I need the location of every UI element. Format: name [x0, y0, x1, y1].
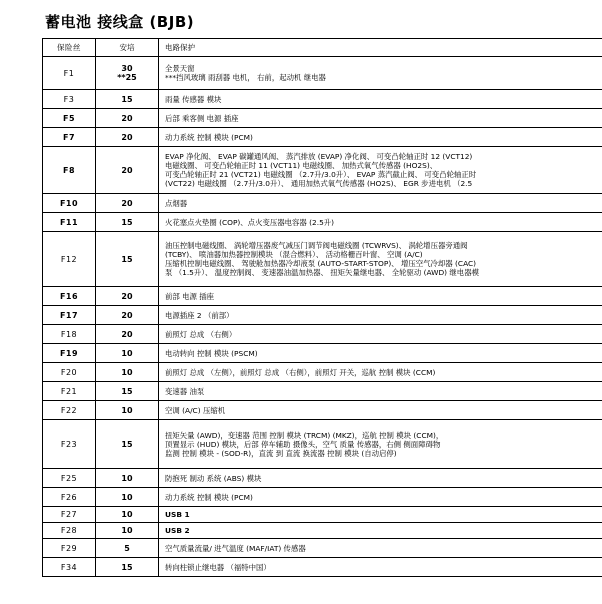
amp-cell	[96, 401, 159, 420]
fuse-cell: F17	[43, 306, 96, 325]
table-row	[43, 488, 602, 507]
circuit-line: USB 1	[165, 510, 190, 519]
circuit-line: 泵 （1.5升）、 温度控制阀、 变速器油温加热器、 扭矩矢量继电器、 全轮驱动 (AWD) 继电器模	[165, 268, 479, 277]
circuit-line: 转向柱锁止继电器 （福特中国）	[165, 562, 271, 572]
circuit-line: 电动转向 控制 模块 (PSCM)	[165, 348, 258, 358]
circuit-cell	[159, 539, 602, 558]
circuit-line: 顶置显示 (HUD) 模块，后部 停车辅助 摄像头，空气 质量 传感器，右侧 侧面障碍物	[165, 439, 441, 449]
amp-cell	[96, 325, 159, 344]
table-row	[43, 57, 602, 90]
table-header-row	[43, 39, 602, 57]
circuit-line: 全景天窗	[165, 64, 195, 73]
amp-value: **25	[117, 73, 137, 82]
circuit-cell	[159, 420, 602, 469]
amp-cell	[96, 558, 159, 577]
fuse-table	[42, 38, 602, 577]
fuse-cell: F26	[43, 488, 96, 507]
circuit-cell	[159, 306, 602, 325]
amp-cell	[96, 147, 159, 194]
circuit-line: 动力系统 控制 模块 (PCM)	[165, 132, 253, 142]
amp-cell	[96, 539, 159, 558]
fuse-cell: F29	[43, 539, 96, 558]
amp-value: 15	[121, 439, 133, 449]
amp-cell	[96, 469, 159, 488]
amp-value: 5	[124, 543, 130, 553]
circuit-line: 后部 乘客侧 电源 插座	[165, 113, 239, 123]
circuit-cell	[159, 523, 602, 539]
amp-value: 20	[121, 198, 133, 208]
amp-value: 20	[121, 291, 133, 301]
circuit-line: (TCBY)、 喷油器加热器控制模块 （混合燃料）、 活动格栅百叶窗、 空调 (A/C)	[165, 250, 423, 259]
circuit-cell	[159, 382, 602, 401]
circuit-cell	[159, 344, 602, 363]
circuit-line: (VCT22) 电磁线圈 （2.7升/3.0升）、 通用加热式氧气传感器 (HO2S)、 EGR 步进电机 （2.5	[165, 179, 473, 188]
circuit-cell	[159, 558, 602, 577]
amp-value: 10	[121, 367, 133, 377]
fuse-cell: F8	[43, 147, 96, 194]
table-row	[43, 213, 602, 232]
amp-cell	[96, 287, 159, 306]
table-row	[43, 90, 602, 109]
table-row	[43, 194, 602, 213]
table-row	[43, 128, 602, 147]
circuit-line: 监测 控制 模块 - (SOD-R)，直流 到 直流 换流器 控制 模块 (自动启停)	[165, 448, 397, 458]
circuit-line: 雨量 传感器 模块	[165, 94, 222, 104]
table-row	[43, 147, 602, 194]
circuit-cell	[159, 232, 602, 287]
circuit-cell	[159, 287, 602, 306]
table-row	[43, 109, 602, 128]
amp-cell	[96, 420, 159, 469]
circuit-line: 空气质量流量/ 进气温度 (MAF/IAT) 传感器	[165, 543, 306, 553]
amp-cell	[96, 232, 159, 287]
amp-value: 10	[121, 526, 133, 535]
amp-value: 10	[121, 473, 133, 483]
circuit-cell	[159, 363, 602, 382]
circuit-line: 空调 (A/C) 压缩机	[165, 405, 226, 415]
circuit-line: EVAP 净化阀、 EVAP 碳罐通风阀、 蒸汽排放 (EVAP) 净化阀、 可变凸轮轴正时 12 (VCT12)	[165, 152, 473, 161]
amp-cell	[96, 213, 159, 232]
amp-value: 30	[121, 63, 133, 73]
table-row	[43, 287, 602, 306]
amp-cell	[96, 57, 159, 90]
amp-cell	[96, 306, 159, 325]
fuse-cell: F3	[43, 90, 96, 109]
fuse-cell: F21	[43, 382, 96, 401]
fuse-cell: F19	[43, 344, 96, 363]
circuit-line: USB 2	[165, 526, 190, 535]
amp-value: 20	[121, 329, 133, 339]
fuse-cell: F12	[43, 232, 96, 287]
circuit-cell	[159, 57, 602, 90]
fuse-cell: F22	[43, 401, 96, 420]
amp-value: 10	[121, 348, 133, 358]
header-amp: 安培	[96, 39, 159, 57]
circuit-cell	[159, 128, 602, 147]
table-row	[43, 523, 602, 539]
circuit-cell	[159, 401, 602, 420]
circuit-line: 电源插座 2 （前部）	[165, 310, 234, 320]
amp-cell	[96, 523, 159, 539]
amp-cell	[96, 344, 159, 363]
amp-value: 15	[121, 254, 133, 264]
table-row	[43, 232, 602, 287]
table-row	[43, 382, 602, 401]
circuit-line: 电磁线圈、 可变凸轮轴正时 11 (VCT11) 电磁线圈、 加热式氧气传感器 (HO2S)、	[165, 161, 438, 170]
amp-value: 10	[121, 510, 133, 519]
circuit-cell	[159, 469, 602, 488]
circuit-cell	[159, 109, 602, 128]
fuse-cell: F16	[43, 287, 96, 306]
amp-value: 15	[121, 94, 133, 104]
amp-cell	[96, 382, 159, 401]
circuit-cell	[159, 90, 602, 109]
amp-value: 20	[121, 310, 133, 320]
table-row	[43, 420, 602, 469]
fuse-cell: F25	[43, 469, 96, 488]
circuit-cell	[159, 194, 602, 213]
fuse-cell: F23	[43, 420, 96, 469]
circuit-line: 防抱死 制动 系统 (ABS) 模块	[165, 473, 262, 483]
fuse-cell: F34	[43, 558, 96, 577]
circuit-line: 动力系统 控制 模块 (PCM)	[165, 492, 253, 502]
circuit-line: 前部 电源 插座	[165, 291, 215, 301]
amp-value: 10	[121, 492, 133, 502]
circuit-line: 变速器 油泵	[165, 386, 205, 396]
fuse-cell: F20	[43, 363, 96, 382]
amp-value: 20	[121, 132, 133, 142]
circuit-cell	[159, 325, 602, 344]
circuit-line: 火花塞点火垫圈 (COP)、点火变压器电容器 (2.5升)	[165, 217, 335, 227]
table-row	[43, 306, 602, 325]
amp-value: 20	[121, 113, 133, 123]
amp-value: 10	[121, 405, 133, 415]
header-circuit: 电路保护	[159, 39, 602, 57]
fuse-cell: F18	[43, 325, 96, 344]
circuit-line: 压缩机控制电磁线圈、 驾驶舱加热器冷却液泵 (AUTO-START-STOP)、 增压空气冷却器 (CAC)	[165, 259, 477, 268]
header-fuse: 保险丝	[43, 39, 96, 57]
table-row	[43, 325, 602, 344]
circuit-line: 前照灯 总成 （右侧）	[165, 329, 237, 339]
amp-cell	[96, 128, 159, 147]
table-row	[43, 539, 602, 558]
amp-cell	[96, 363, 159, 382]
circuit-cell	[159, 147, 602, 194]
amp-cell	[96, 507, 159, 523]
fuse-cell: F11	[43, 213, 96, 232]
amp-cell	[96, 90, 159, 109]
fuse-cell: F1	[43, 57, 96, 90]
amp-value: 15	[121, 562, 133, 572]
table-row	[43, 558, 602, 577]
circuit-cell	[159, 507, 602, 523]
fuse-cell: F28	[43, 523, 96, 539]
table-row	[43, 401, 602, 420]
fuse-cell: F5	[43, 109, 96, 128]
circuit-line: 扭矩矢量 (AWD)，变速器 范围 控制 模块 (TRCM) (MKZ)，巡航 控制 模块 (CCM)，	[165, 430, 444, 440]
table-row	[43, 363, 602, 382]
circuit-line: 点烟器	[165, 198, 188, 208]
amp-value: 15	[121, 217, 133, 227]
circuit-cell	[159, 488, 602, 507]
fuse-cell: F7	[43, 128, 96, 147]
amp-cell	[96, 488, 159, 507]
amp-cell	[96, 194, 159, 213]
table-row	[43, 507, 602, 523]
fuse-cell: F10	[43, 194, 96, 213]
page-title: 蓄电池 接线盒 (BJB)	[45, 13, 195, 31]
table-row	[43, 469, 602, 488]
table-row	[43, 344, 602, 363]
circuit-line: 前照灯 总成 （左侧），前照灯 总成 （右侧），前照灯 开关，巡航 控制 模块 (CCM)	[165, 367, 436, 377]
circuit-line: ***挡风玻璃 雨刮器 电机， 右前，起动机 继电器	[165, 73, 326, 82]
amp-value: 20	[121, 165, 133, 175]
circuit-line: 油压控制电磁线圈、 涡轮增压器废气减压门调节阀电磁线圈 (TCWRVS)、 涡轮增压器旁通阀	[165, 241, 468, 250]
circuit-cell	[159, 213, 602, 232]
circuit-line: 可变凸轮轴正时 21 (VCT21) 电磁线圈 （2.7升/3.0升）、 EVAP 蒸汽截止阀、 可变凸轮轴正时	[165, 170, 477, 179]
amp-value: 15	[121, 386, 133, 396]
fuse-cell: F27	[43, 507, 96, 523]
amp-cell	[96, 109, 159, 128]
